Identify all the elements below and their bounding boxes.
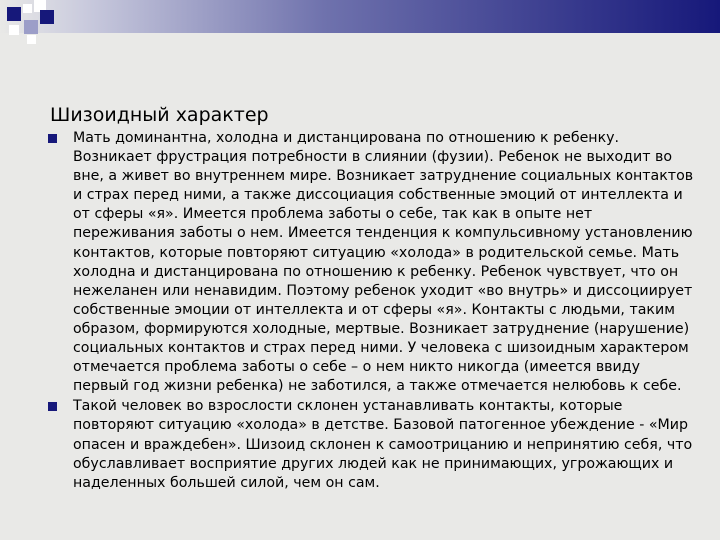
square-bullet-icon [48,134,57,143]
decorative-squares-icon [0,0,60,60]
slide-title: Шизоидный характер [50,104,269,126]
bullet-text: Такой человек во взрослости склонен устанавливать контакты, которые повторяют ситуацию «холода» в детстве. Базовой патогенное убеждение - «Мир опасен и враждебен». Шизоид склонен к самоотрицанию и непринятию себя, что обуславливает восприятие других людей как не принимающих, угрожающих и наделенных большей силой, чем он сам. [73,398,693,491]
list-item [48,129,698,396]
list-item [48,397,698,492]
bullet-list [48,129,698,494]
bullet-text: Мать доминантна, холодна и дистанцирована по отношению к ребенку. Возникает фрустрация потребности в слиянии (фузии). Ребенок не выходит во вне, а живет во внутреннем мире. Возникает затруднение социальных контактов и страх перед ними, а также диссоциация собственные эмоций от интеллекта и от сферы «я». Имеется проблема заботы о себе, так как в опыте нет переживания заботы о нем. Имеется тенденция к компульсивному установлению контактов, которые повторяют ситуацию «холода» в родительской семье. Мать холодна и дистанцирована по отношению к ребенку. Ребенок чувствует, что он нежеланен или ненавидим. Поэтому ребенок уходит «во внутрь» и диссоциирует собственные эмоции от интеллекта и от сферы «я». Контакты с людьми, таким образом, формируются холодные, мертвые. Возникает затруднение (нарушение) социальных контактов и страх перед ними. У человека с шизоидным характером отмечается проблема заботы о себе – о нем никто никогда (имеется ввиду первый год жизни ребенка) не заботился, а также отмечается нелюбовь к себе. [73,130,694,395]
square-bullet-icon [48,402,57,411]
header-gradient-band [0,0,720,33]
